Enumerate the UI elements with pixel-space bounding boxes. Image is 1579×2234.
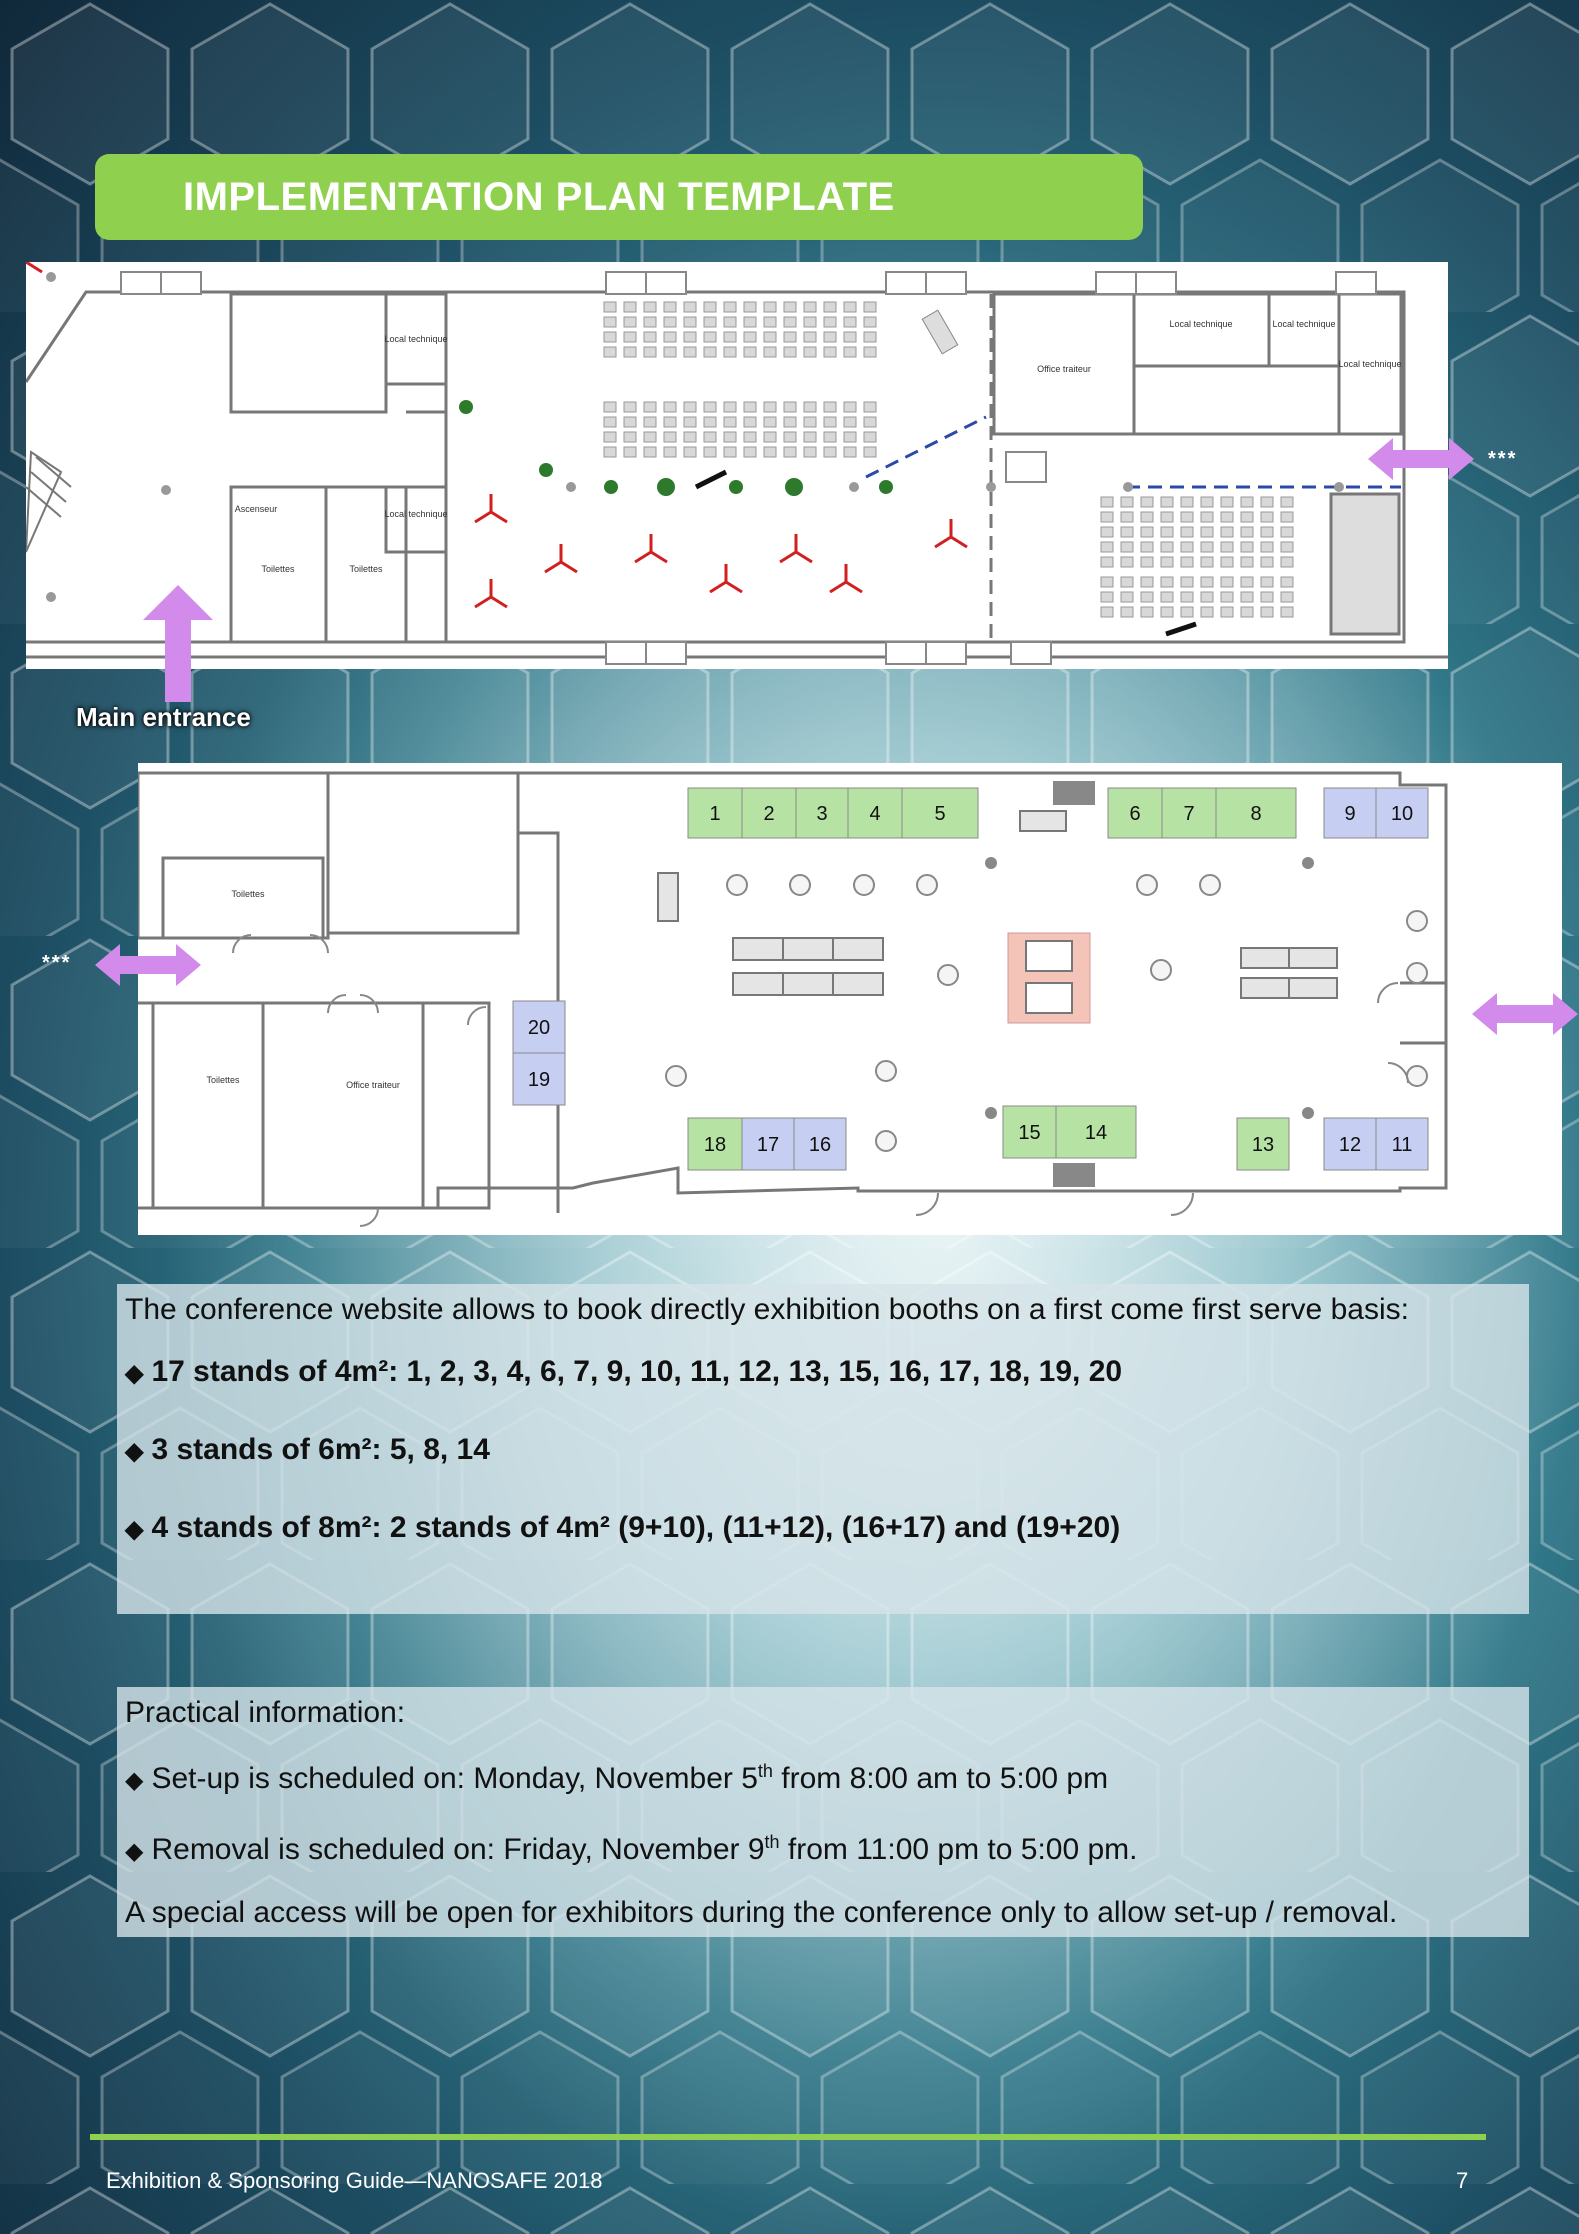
booth-number-18: 18	[703, 1134, 727, 1156]
booth-number-10: 10	[1390, 803, 1414, 825]
booth-number-19: 19	[527, 1069, 551, 1091]
floor-plan-level-1	[26, 262, 1448, 669]
booth-number-17: 17	[756, 1134, 780, 1156]
diamond-bullet-icon: ◆	[125, 1838, 144, 1865]
diamond-bullet-icon: ◆	[125, 1438, 144, 1465]
booth-number-14: 14	[1084, 1122, 1108, 1144]
booth-number-9: 9	[1344, 803, 1356, 825]
setup-sup: th	[757, 1761, 773, 1781]
booth-number-15: 15	[1018, 1122, 1041, 1144]
booth-number-6: 6	[1129, 803, 1141, 825]
arrow-up-icon	[143, 585, 213, 702]
practical-info-box	[117, 1687, 1529, 1937]
page-title: IMPLEMENTATION PLAN TEMPLATE	[95, 154, 1143, 240]
label-local-technique-4: Local technique	[1272, 319, 1336, 329]
removal-suffix: from 11:00 pm to 5:00 pm.	[779, 1833, 1138, 1866]
double-arrow-icon	[1368, 438, 1474, 480]
stand-text: 17 stands of 4m²: 1, 2, 3, 4, 6, 7, 9, 10, 11, 12, 13, 15, 16, 17, 18, 19, 20	[151, 1355, 1123, 1388]
setup-suffix: from 8:00 am to 5:00 pm	[772, 1762, 1109, 1795]
booth-number-13: 13	[1251, 1134, 1275, 1156]
access-line: A special access will be open for exhibitors during the conference only to allow set-up / removal.	[125, 1896, 1398, 1929]
diamond-bullet-icon: ◆	[125, 1767, 144, 1794]
removal-line	[125, 1824, 1521, 1870]
removal-text: Removal is scheduled on: Friday, November 9	[151, 1833, 765, 1866]
booking-info-box	[117, 1284, 1529, 1614]
setup-line	[125, 1753, 1521, 1799]
label-toilettes-4: Toilettes	[206, 1075, 240, 1085]
booth-number-4: 4	[869, 803, 881, 825]
label-local-technique-1: Local technique	[384, 334, 448, 344]
label-local-technique-3: Local technique	[1169, 319, 1233, 329]
stars-marker-2: ***	[42, 952, 72, 974]
booth-number-16: 16	[808, 1134, 832, 1156]
stand-item	[125, 1510, 1521, 1548]
booth-number-7: 7	[1183, 803, 1195, 825]
page-number: 7	[1456, 2168, 1469, 2193]
stand-text: 3 stands of 6m²: 5, 8, 14	[151, 1433, 490, 1466]
main-entrance-label: Main entrance	[76, 702, 251, 732]
booking-intro: The conference website allows to book directly exhibition booths on a first come first serve basis:	[125, 1293, 1409, 1326]
stand-item	[125, 1432, 1521, 1470]
setup-text: Set-up is scheduled on: Monday, November 5	[151, 1762, 758, 1795]
stand-item	[125, 1354, 1521, 1392]
booth-number-5: 5	[934, 803, 946, 825]
diamond-bullet-icon: ◆	[125, 1516, 144, 1543]
booth-number-12: 12	[1338, 1134, 1362, 1156]
double-arrow-icon	[1472, 993, 1578, 1035]
footer-divider	[90, 2134, 1486, 2140]
label-toilettes-2: Toilettes	[349, 564, 383, 574]
booth-number-20: 20	[527, 1017, 551, 1039]
booth-number-11: 11	[1391, 1134, 1413, 1156]
floor-plan-level-2	[138, 763, 1562, 1235]
label-toilettes-1: Toilettes	[261, 564, 295, 574]
stars-marker-1: ***	[1488, 448, 1518, 470]
label-ascenseur: Ascenseur	[234, 504, 278, 514]
double-arrow-icon	[95, 944, 201, 986]
booth-number-8: 8	[1250, 803, 1262, 825]
removal-sup: th	[764, 1832, 780, 1852]
diamond-bullet-icon: ◆	[125, 1360, 144, 1387]
footer-title: Exhibition & Sponsoring Guide—NANOSAFE 2018	[106, 2168, 603, 2193]
label-local-technique-2: Local technique	[384, 509, 448, 519]
booth-number-3: 3	[816, 803, 828, 825]
label-office-traiteur-2: Office traiteur	[346, 1080, 400, 1090]
booth-number-2: 2	[763, 803, 775, 825]
booth-number-1: 1	[709, 803, 721, 825]
stand-text: 4 stands of 8m²: 2 stands of 4m² (9+10), (11+12), (16+17) and (19+20)	[151, 1511, 1121, 1544]
label-office-traiteur: Office traiteur	[1037, 364, 1091, 374]
practical-heading: Practical information:	[125, 1696, 406, 1729]
label-local-technique-5: Local technique	[1338, 359, 1402, 369]
label-toilettes-3: Toilettes	[231, 889, 265, 899]
